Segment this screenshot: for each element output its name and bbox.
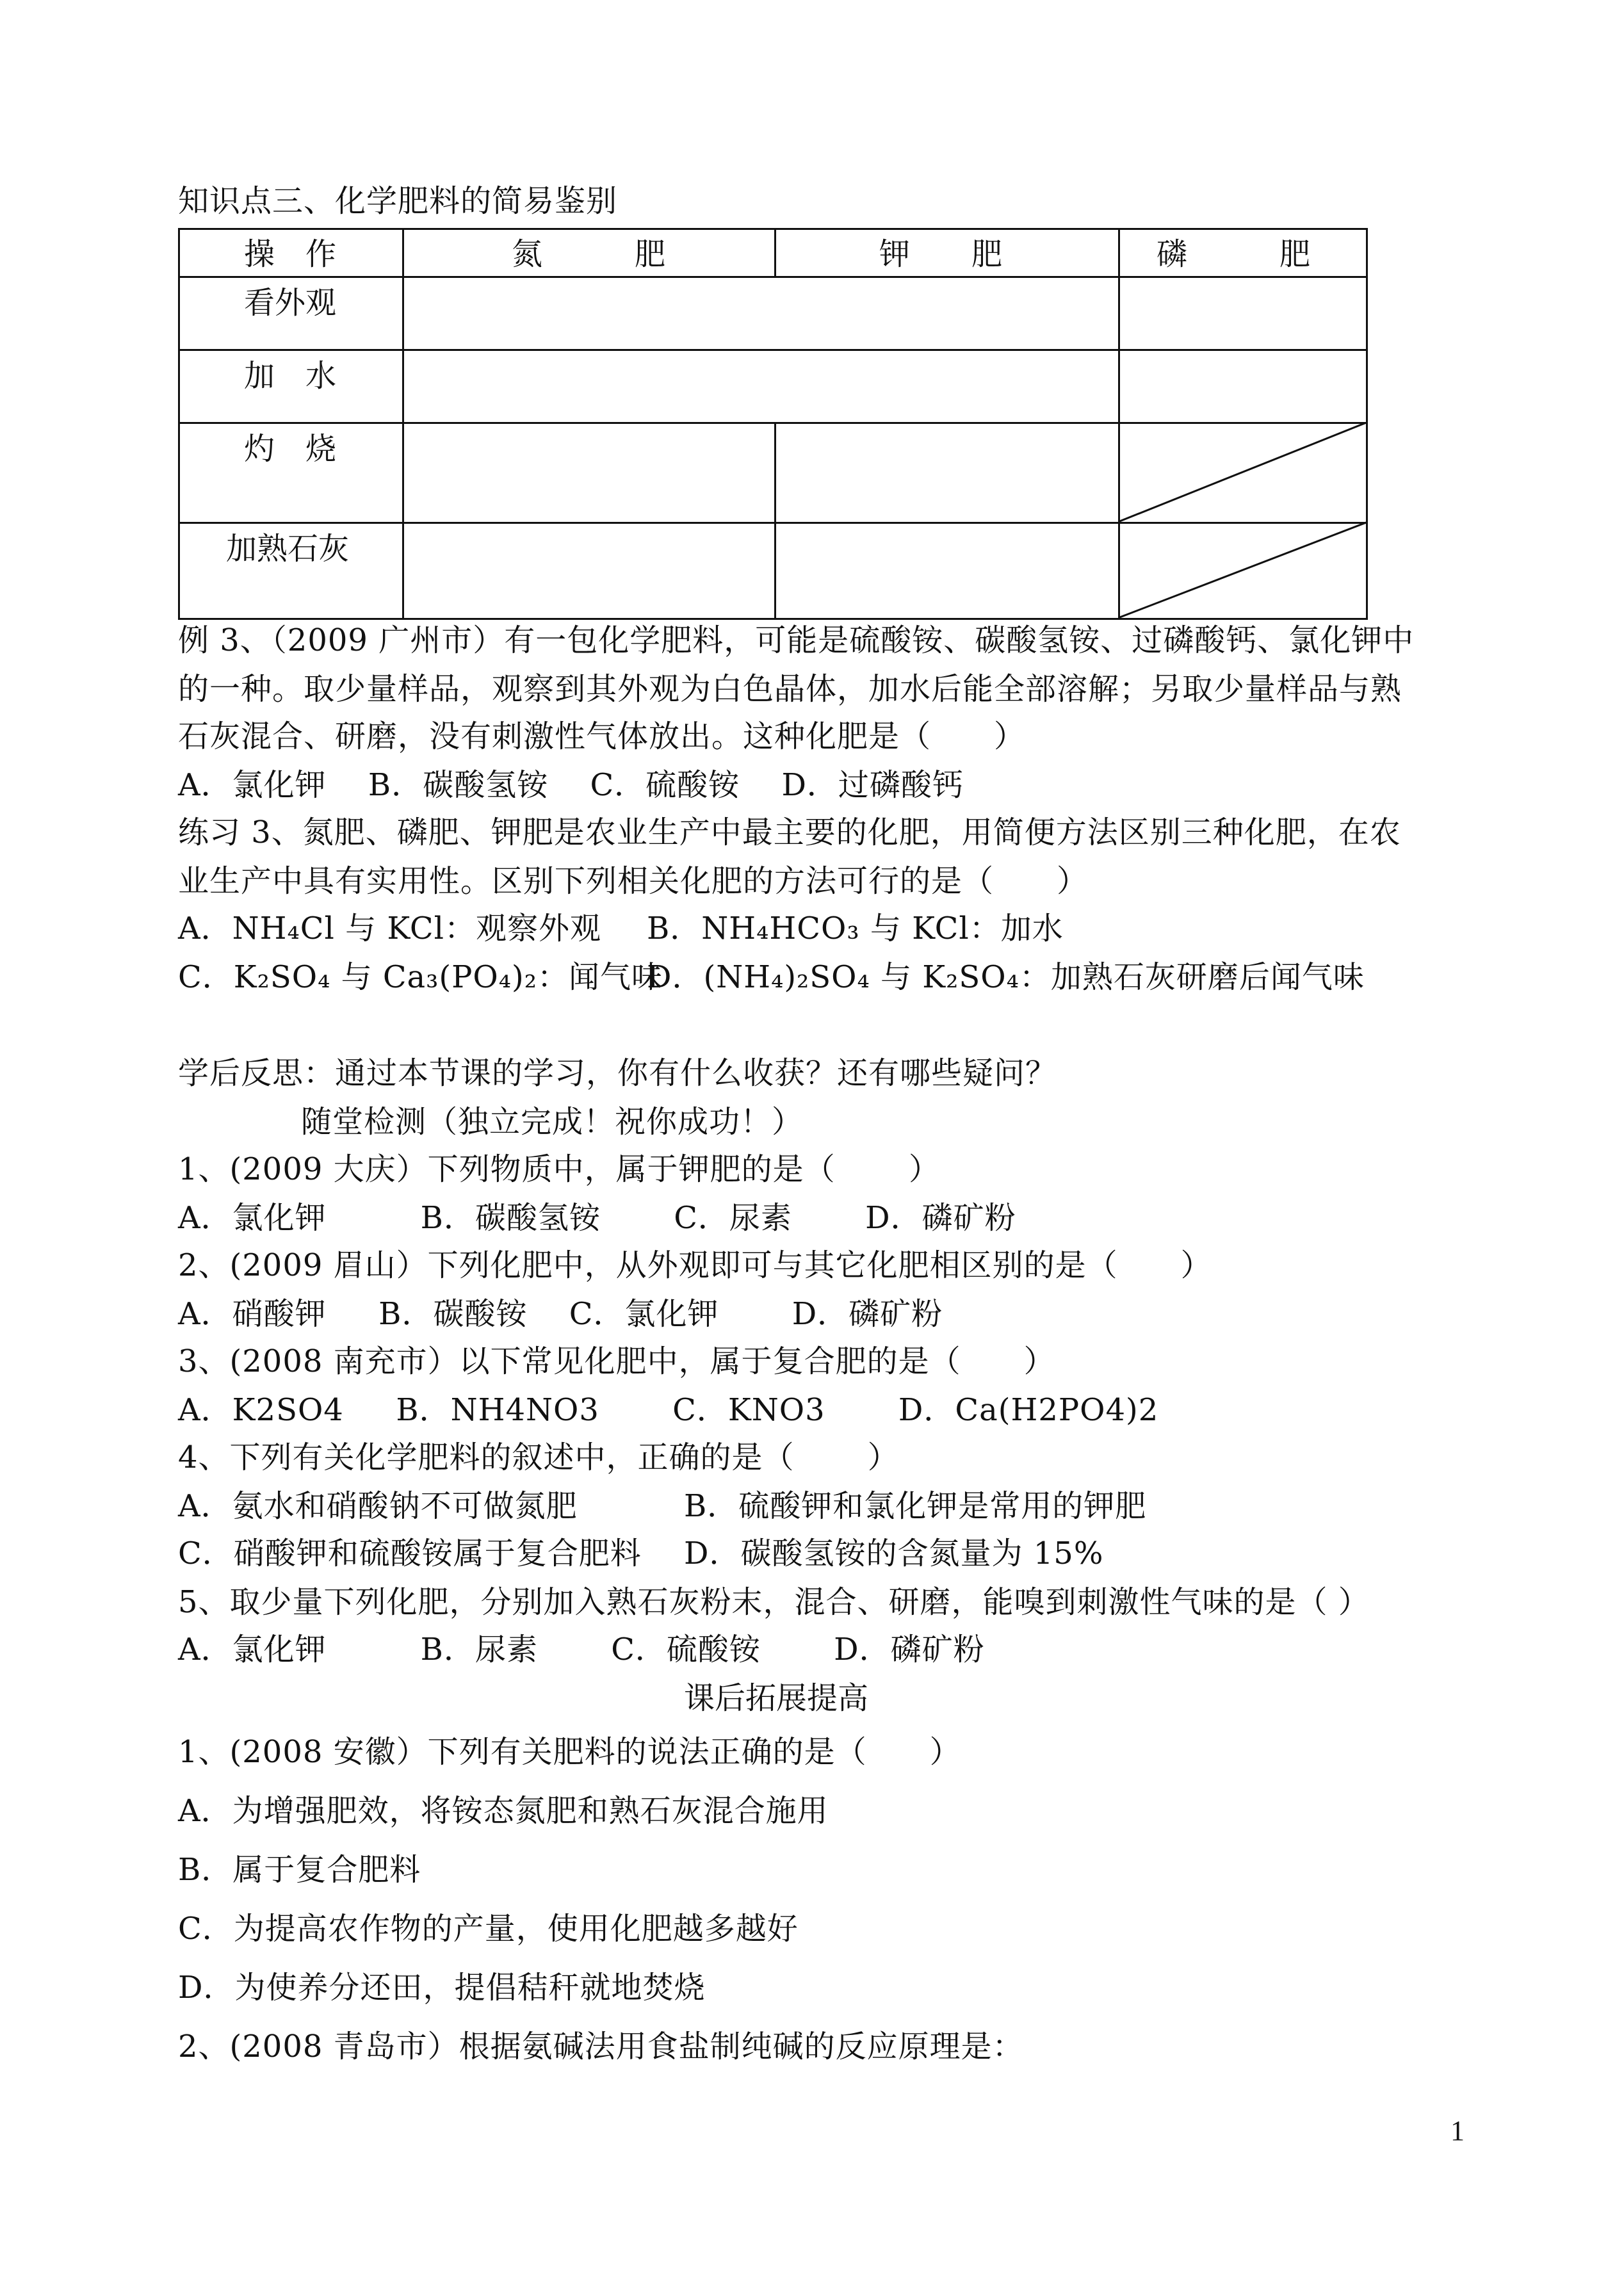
ext-q2: 2、(2008 青岛市）根据氨碱法用食盐制纯碱的反应原理是： (178, 2029, 1024, 2064)
quiz-q4-option-c: C．硝酸钾和硫酸铵属于复合肥料 (178, 1536, 642, 1571)
quiz-q4: 4、下列有关化学肥料的叙述中，正确的是（ ） (178, 1439, 899, 1475)
quiz-q5: 5、取少量下列化肥，分别加入熟石灰粉末，混合、研磨，能嗅到刺激性气味的是（ ） (178, 1584, 1370, 1620)
quiz-title: 随堂检测（独立完成！祝你成功！） (301, 1104, 804, 1140)
example3-line2: 的一种。取少量样品，观察到其外观为白色晶体，加水后能全部溶解；另取少量样品与熟 (178, 671, 1402, 707)
section-title: 知识点三、化学肥料的简易鉴别 (178, 183, 618, 219)
table-rule (402, 230, 404, 618)
quiz-q3-options: A．K2SO4 B．NH4NO3 C．KNO3 D．Ca(H2PO4)2 (178, 1392, 1159, 1428)
header-nitrogen: 氮 肥 (512, 236, 666, 272)
practice3-option-a: A．NH₄Cl 与 KCl：观察外观 (178, 911, 602, 946)
ext-q1: 1、(2008 安徽）下列有关肥料的说法正确的是（ ） (178, 1734, 961, 1770)
header-operation: 操 作 (244, 236, 337, 272)
quiz-q1: 1、(2009 大庆）下列物质中，属于钾肥的是（ ） (178, 1151, 940, 1187)
quiz-q1-options: A．氯化钾 B．碳酸氢铵 C．尿素 D．磷矿粉 (178, 1200, 1016, 1236)
quiz-q4-option-a: A．氨水和硝酸钠不可做氮肥 (178, 1488, 578, 1524)
row-label-slaked-lime: 加熟石灰 (226, 531, 350, 567)
page-number: 1 (1450, 2115, 1465, 2146)
row-label-appearance: 看外观 (244, 285, 337, 321)
practice3-line2: 业生产中具有实用性。区别下列相关化肥的方法可行的是（ ） (178, 863, 1089, 899)
practice3-option-d: D．(NH₄)₂SO₄ 与 K₂SO₄：加熟石灰研磨后闻气味 (647, 959, 1365, 995)
table-rule (774, 230, 776, 276)
example3-line1: 例 3、（2009 广州市）有一包化学肥料，可能是硫酸铵、碳酸氢铵、过磷酸钙、氯化钾中 (178, 622, 1415, 658)
extension-title: 课后拓展提高 (684, 1680, 869, 1716)
practice3-option-b: B．NH₄HCO₃ 与 KCl：加水 (647, 911, 1064, 946)
reflection: 学后反思：通过本节课的学习，你有什么收获？还有哪些疑问？ (178, 1055, 1057, 1091)
table-rule (180, 276, 1366, 278)
row-label-add-water: 加 水 (244, 358, 337, 394)
quiz-q4-option-d: D．碳酸氢铵的含氮量为 15% (684, 1536, 1104, 1571)
table-rule (774, 422, 776, 618)
ext-q1-option-d: D．为使养分还田，提倡秸秆就地焚烧 (178, 1970, 706, 2006)
header-phosphorus: 磷 肥 (1157, 236, 1311, 272)
quiz-q4-option-b: B．硫酸钾和氯化钾是常用的钾肥 (684, 1488, 1147, 1524)
ext-q1-option-a: A．为增强肥效，将铵态氮肥和熟石灰混合施用 (178, 1793, 829, 1829)
practice3-option-c: C．K₂SO₄ 与 Ca₃(PO₄)₂：闻气味 (178, 959, 663, 995)
row-label-burn: 灼 烧 (244, 431, 337, 467)
quiz-q5-options: A．氯化钾 B．尿素 C．硫酸铵 D．磷矿粉 (178, 1632, 985, 1667)
diagonal-slash (1118, 422, 1368, 618)
example3-line3: 石灰混合、研磨，没有刺激性气体放出。这种化肥是（ ） (178, 718, 1026, 754)
quiz-q2: 2、(2009 眉山）下列化肥中，从外观即可与其它化肥相区别的是（ ） (178, 1247, 1212, 1283)
table-rule (180, 349, 1366, 351)
practice3-line1: 练习 3、氮肥、磷肥、钾肥是农业生产中最主要的化肥，用简便方法区别三种化肥，在农 (178, 815, 1401, 850)
header-potassium: 钾 肥 (879, 236, 1003, 272)
ext-q1-option-b: B．属于复合肥料 (178, 1852, 421, 1888)
quiz-q2-options: A．硝酸钾 B．碳酸铵 C．氯化钾 D．磷矿粉 (178, 1296, 943, 1332)
ext-q1-option-c: C．为提高农作物的产量，使用化肥越多越好 (178, 1911, 799, 1947)
quiz-q3: 3、(2008 南充市）以下常见化肥中，属于复合肥的是（ ） (178, 1343, 1055, 1379)
fertilizer-identification-table (178, 228, 1368, 620)
example3-options: A．氯化钾 B．碳酸氢铵 C．硫酸铵 D．过磷酸钙 (178, 767, 964, 803)
